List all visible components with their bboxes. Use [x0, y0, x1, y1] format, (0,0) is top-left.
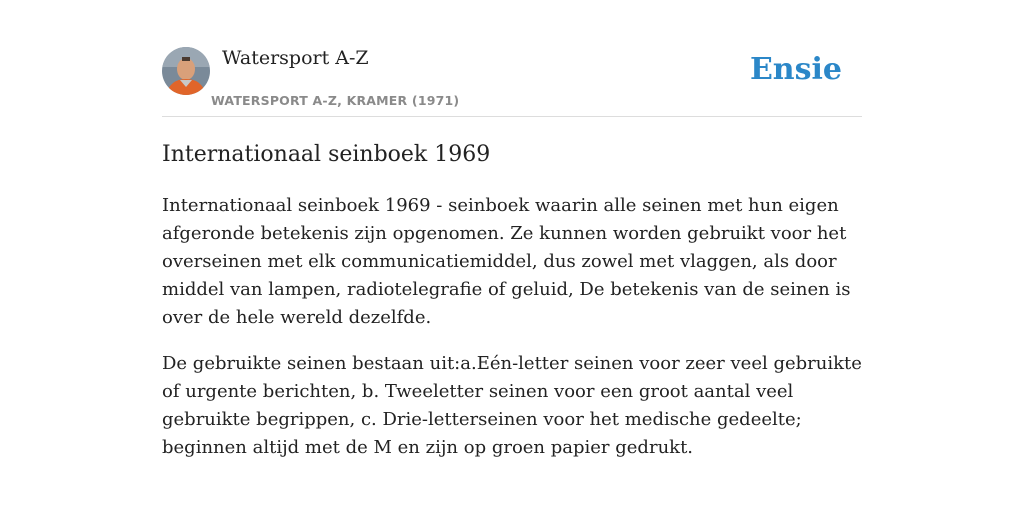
article-paragraph-1: Internationaal seinboek 1969 - seinboek waarin alle seinen met hun eigen afgeronde betekenis zijn opgenomen. Ze kunnen worden gebruikt voor het overseinen met elk communicatiemiddel, dus zowel met vlaggen, als door middel van lampen, radiotelegrafie of geluid, De betekenis van de seinen is over de hele wereld dezelfde.: [162, 195, 851, 328]
article-body: [162, 192, 867, 480]
author-avatar[interactable]: [162, 47, 210, 95]
ensie-logo[interactable]: Ensie: [749, 52, 842, 87]
avatar-image: [162, 47, 210, 95]
article-header: [162, 46, 862, 117]
author-name[interactable]: Watersport A-Z: [222, 47, 369, 69]
source-label: WATERSPORT A-Z, KRAMER (1971): [211, 93, 460, 108]
article-title: Internationaal seinboek 1969: [162, 142, 491, 167]
article-paragraph-2: De gebruikte seinen bestaan uit:a.Eén-letter seinen voor zeer veel gebruikte of urgente berichten, b. Tweeletter seinen voor een groot aantal veel gebruikte begrippen, c. Drie-letterseinen voor het medische gedeelte; beginnen altijd met de M en zijn op groen papier gedrukt.: [162, 353, 862, 458]
